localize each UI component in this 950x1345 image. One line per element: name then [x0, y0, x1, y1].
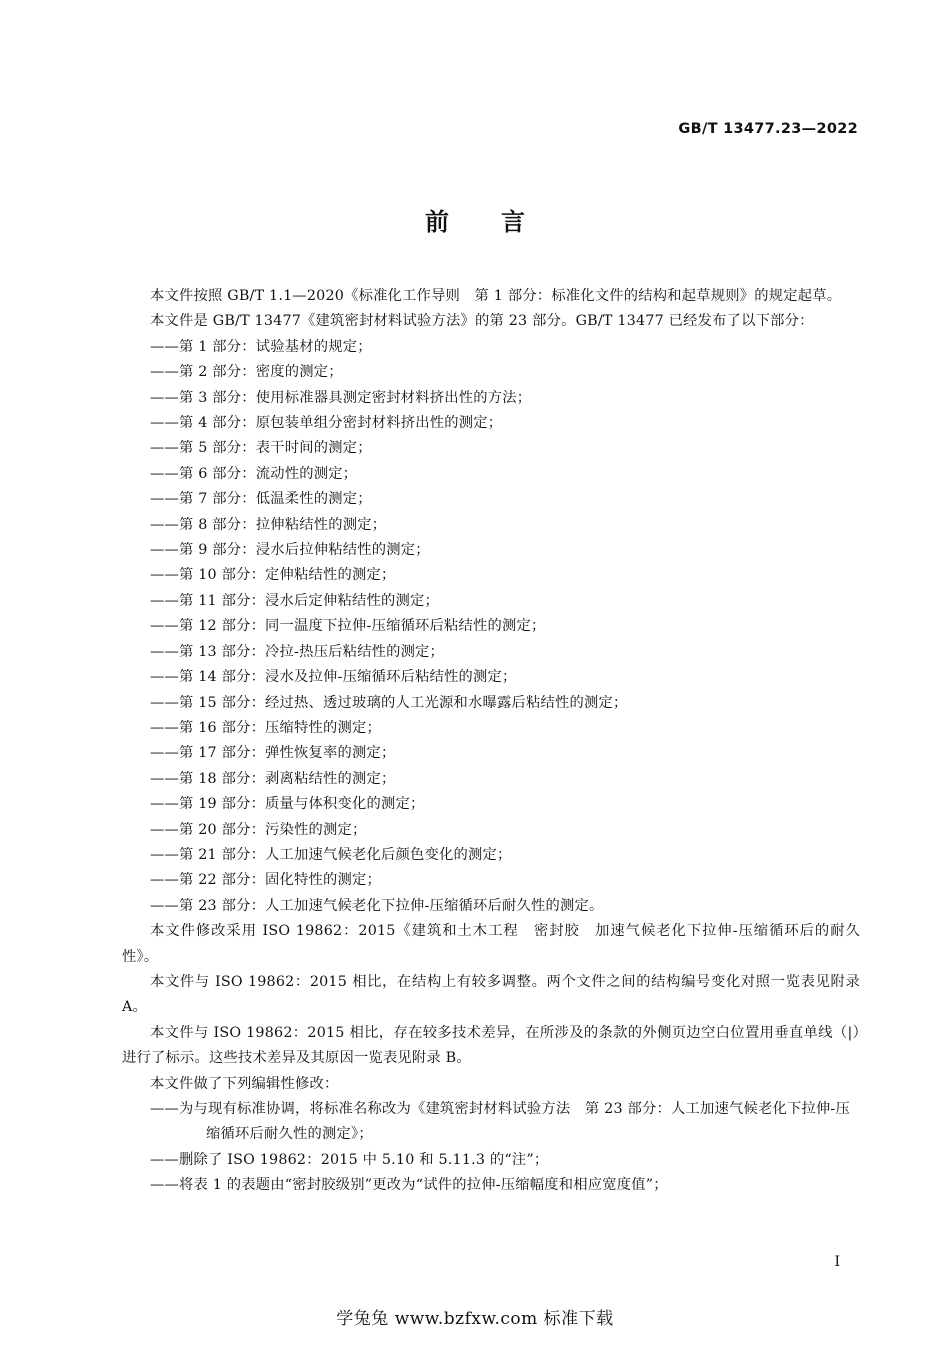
list-item: ——第 1 部分：试验基材的规定； [150, 338, 372, 355]
page-title: 前言 [425, 208, 577, 236]
list-item: ——为与现有标准协调，将标准名称改为《建筑密封材料试验方法 第 23 部分：人工加速气候老化下拉伸-压缩循环后耐久性的测定》； [150, 1101, 850, 1143]
list-item: ——第 7 部分：低温柔性的测定； [150, 491, 372, 508]
list-item: ——第 23 部分：人工加速气候老化下拉伸-压缩循环后耐久性的测定。 [150, 897, 604, 914]
paragraph-editorial-intro: 本文件做了下列编辑性修改： [150, 1075, 339, 1092]
list-item: ——第 14 部分：浸水及拉伸-压缩循环后粘结性的测定； [150, 669, 517, 686]
paragraph-technical-differences: 本文件与 ISO 19862：2015 相比，存在较多技术差异，在所涉及的条款的外侧页边空白位置用垂直单线（|）进行了标示。这些技术差异及其原因一览表见附录 B。 [122, 1024, 860, 1067]
paragraph-structure-changes: 本文件与 ISO 19862：2015 相比，在结构上有较多调整。两个文件之间的结构编号变化对照一览表见附录 A。 [122, 973, 860, 1016]
list-item: ——第 2 部分：密度的测定； [150, 364, 343, 381]
list-item: ——第 18 部分：剥离粘结性的测定； [150, 770, 396, 787]
paragraph-drafting-rules: 本文件按照 GB/T 1.1—2020《标准化工作导则 第 1 部分：标准化文件的结构和起草规则》的规定起草。 [150, 288, 842, 304]
document-body [122, 284, 860, 1199]
list-item: ——第 11 部分：浸水后定伸粘结性的测定； [150, 592, 440, 609]
list-item: ——第 6 部分：流动性的测定； [150, 465, 358, 482]
list-item: ——第 16 部分：压缩特性的测定； [150, 719, 382, 736]
list-item: ——删除了 ISO 19862：2015 中 5.10 和 5.11.3 的“注”； [150, 1151, 549, 1168]
list-item: ——第 22 部分：固化特性的测定； [150, 872, 382, 889]
footer-watermark: 学兔兔 www.bzfxw.com 标准下载 [336, 1309, 614, 1329]
list-item: ——第 20 部分：污染性的测定； [150, 821, 367, 838]
list-item: ——第 5 部分：表干时间的测定； [150, 440, 372, 457]
paragraph-modified-adoption: 本文件修改采用 ISO 19862：2015《建筑和土木工程 密封胶 加速气候老化下拉伸-压缩循环后的耐久性》。 [122, 923, 860, 965]
list-item: ——第 10 部分：定伸粘结性的测定； [150, 567, 396, 584]
list-item: ——第 15 部分：经过热、透过玻璃的人工光源和水曝露后粘结性的测定； [150, 694, 628, 711]
list-item: ——第 17 部分：弹性恢复率的测定； [150, 745, 396, 762]
list-item: ——第 3 部分：使用标准器具测定密封材料挤出性的方法； [150, 389, 532, 406]
list-item: ——第 13 部分：冷拉-热压后粘结性的测定； [150, 643, 445, 660]
list-item: ——将表 1 的表题由“密封胶级别”更改为“试件的拉伸-压缩幅度和相应宽度值”； [150, 1177, 668, 1194]
list-item: ——第 4 部分：原包装单组分密封材料挤出性的测定； [150, 415, 503, 432]
list-item: ——第 21 部分：人工加速气候老化后颜色变化的测定； [150, 846, 512, 863]
editorial-changes-list [122, 1097, 860, 1199]
standard-number: GB/T 13477.23—2022 [678, 121, 858, 137]
list-item: ——第 9 部分：浸水后拉伸粘结性的测定； [150, 542, 430, 559]
paragraph-series-intro: 本文件是 GB/T 13477《建筑密封材料试验方法》的第 23 部分。GB/T 13477 已经发布了以下部分： [150, 313, 814, 330]
page-number: I [834, 1254, 840, 1270]
list-item: ——第 19 部分：质量与体积变化的测定； [150, 796, 425, 813]
list-item: ——第 8 部分：拉伸粘结性的测定； [150, 516, 387, 533]
list-item: ——第 12 部分：同一温度下拉伸-压缩循环后粘结性的测定； [150, 618, 546, 635]
parts-list [122, 335, 860, 919]
